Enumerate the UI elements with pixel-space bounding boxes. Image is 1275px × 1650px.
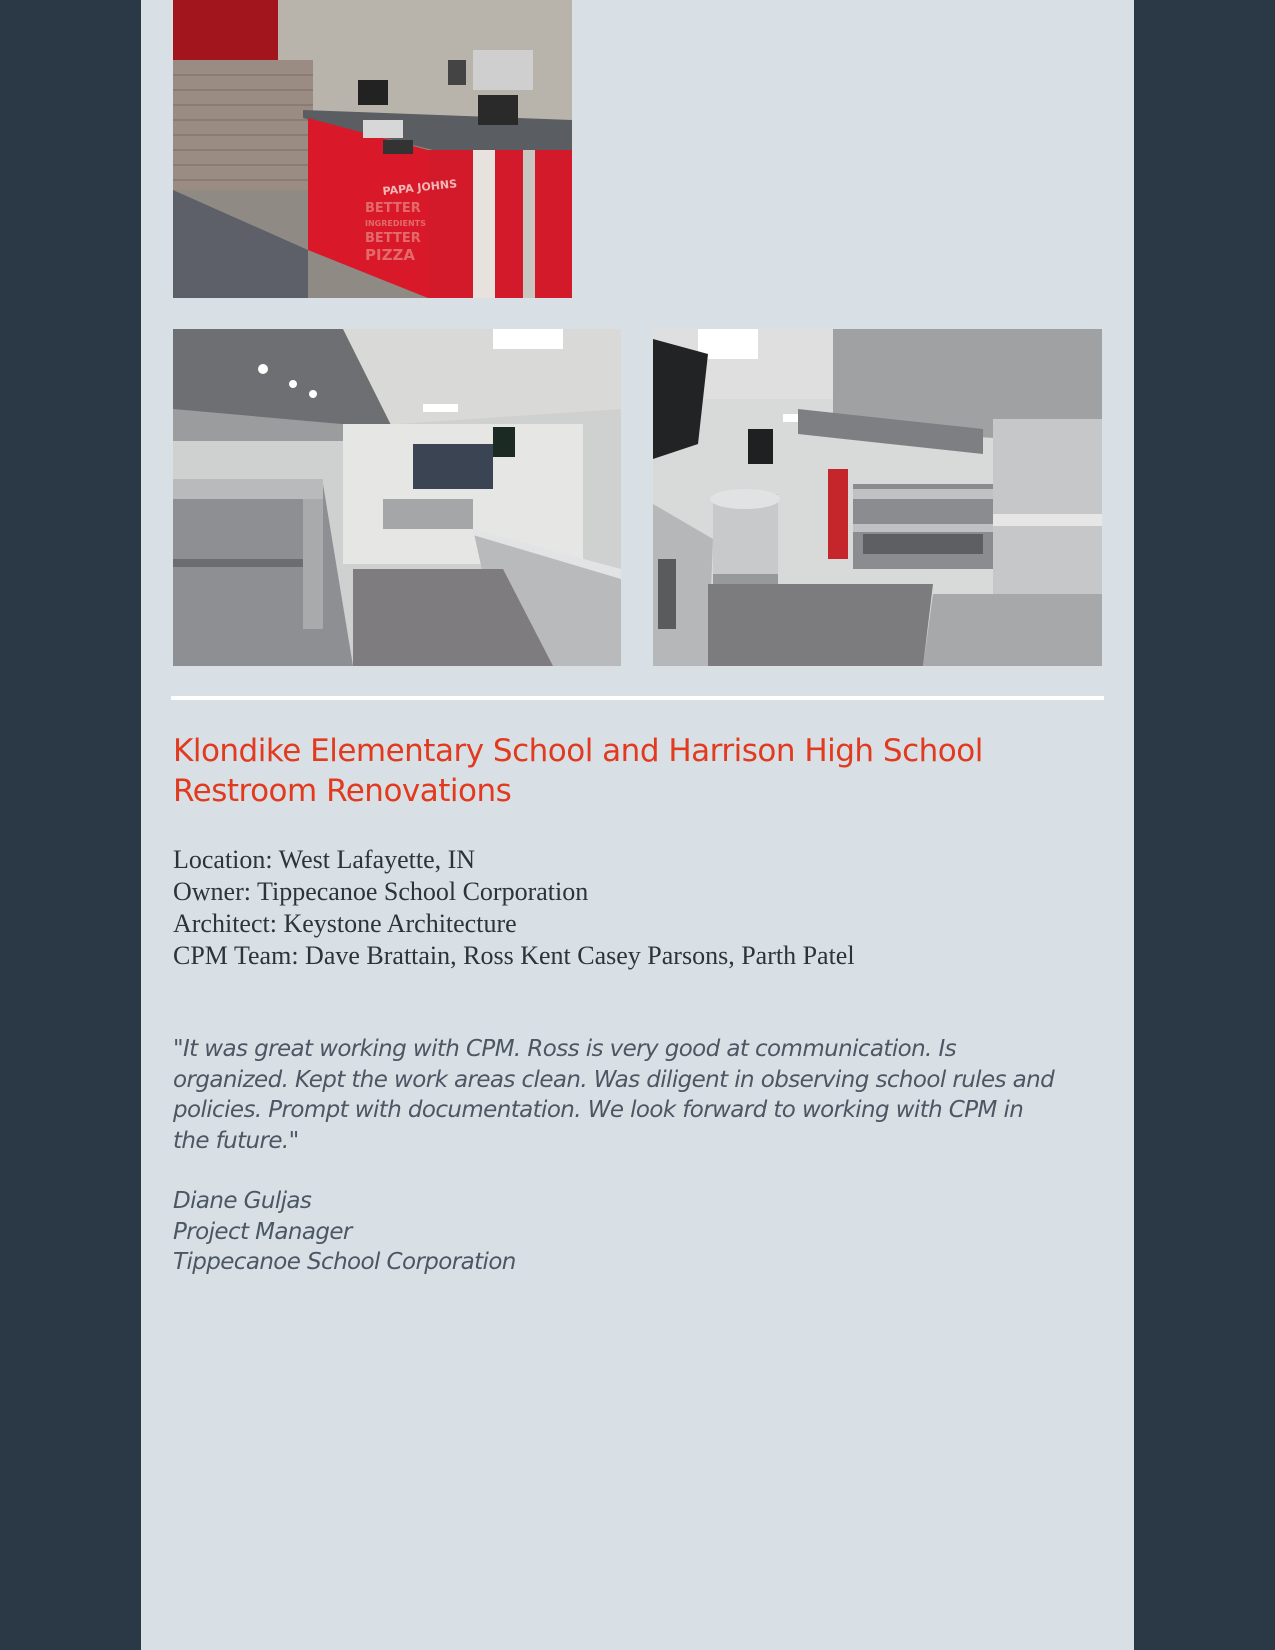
kitchen-right-photo [653,329,1102,666]
counter-slogan-line-4: PIZZA [365,246,415,264]
project-title [173,731,1093,811]
quote-line-4: the future." [173,1127,299,1154]
author-title: Project Manager [173,1218,352,1245]
counter-slogan-line-1: BETTER [365,201,421,216]
author-organization: Tippecanoe School Corporation [173,1249,516,1275]
quote-line-1: "It was great working with CPM. Ross is very good at communication. Is [173,1036,957,1062]
project-architect: Architect: Keystone Architecture [173,909,517,938]
quote-line-3: policies. Prompt with documentation. We look forward to working with CPM in [173,1097,1024,1123]
project-owner: Owner: Tippecanoe School Corporation [173,877,589,906]
counter-photo [173,0,572,298]
quote-line-2: organized. Kept the work areas clean. Was diligent in observing school rules and [173,1066,1055,1093]
section-divider [171,696,1104,700]
counter-slogan-line-3: BETTER [365,231,421,246]
counter-slogan-line-2: INGREDIENTS [365,219,426,228]
project-title-line-1: Klondike Elementary School and Harrison High School [173,733,983,769]
counter-logo-text: PAPA JOHNS [381,177,458,198]
project-team: CPM Team: Dave Brattain, Ross Kent Casey Parsons, Parth Patel [173,941,855,970]
author-name: Diane Guljas [173,1188,312,1214]
project-title-line-2: Restroom Renovations [173,773,512,809]
kitchen-left-photo [173,329,621,666]
project-details [173,844,1093,972]
testimonial-signature [173,1186,873,1278]
project-location: Location: West Lafayette, IN [173,845,476,874]
testimonial-quote [173,1034,1113,1156]
